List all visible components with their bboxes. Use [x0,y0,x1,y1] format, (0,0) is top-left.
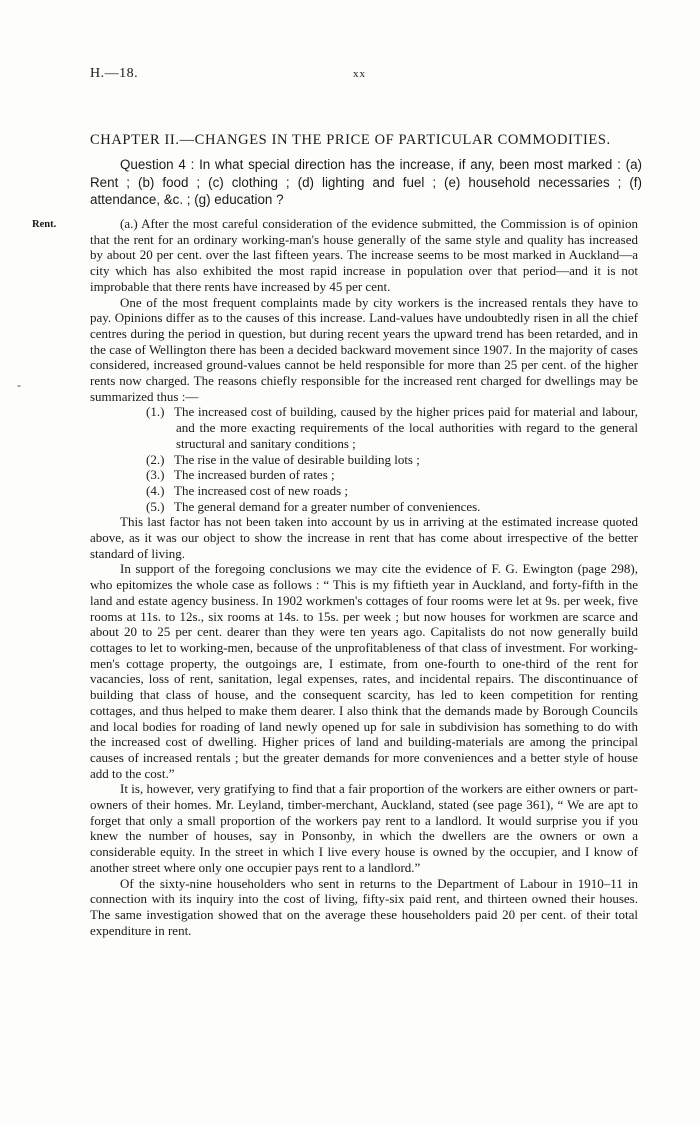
page-header-ref: H.—18. [90,66,139,81]
paragraph-5: It is, however, very gratifying to find that a fair proportion of the workers are either owners or part-owners of their homes. Mr. Leyland, timber-merchant, Auckland, stated (see page 361), “ We are apt to forget that only a small proportion of the workers pay rent to a landlord. It would surprise you if you knew the number of houses, say in Ponsonby, in which the dwellers are the owners or own a considerable equity. In the street in which I live every house is owned by the occupier, and I know of another street where only one occupier pays rent to a landlord.” [90,781,638,875]
list-item-text: The increased cost of new roads ; [174,482,348,498]
list-item [90,452,638,468]
question-block [90,156,642,209]
reasons-list [90,404,638,514]
list-item-text: The increased cost of building, caused by the higher prices paid for material and labour, and the more exacting requirements of the local authorities with regard to the general structural and sanitary conditions ; [174,404,638,451]
list-item-number: (5.) [146,498,165,514]
list-item-number: (4.) [146,482,165,498]
chapter-title: CHAPTER II.—CHANGES IN THE PRICE OF PARTICULAR COMMODITIES. [90,132,611,148]
margin-note-rent: Rent. [32,219,57,230]
list-item-text: The general demand for a greater number of conveniences. [174,498,481,514]
list-item [90,404,638,451]
list-item-text: The increased burden of rates ; [174,467,335,483]
page-number: xx [353,68,366,80]
paragraph-4: In support of the foregoing conclusions we may cite the evidence of F. G. Ewington (page 298), who epitomizes the whole case as follows : “ This is my fiftieth year in Auckland, and forty-fifth in the land and estate agency business. In 1902 workmen's cottages of four rooms were let at 9s. per week, five rooms at 11s. to 12s., six rooms at 14s. to 15s. per week ; but now houses for workmen are scarce and about 20 to 25 per cent. dearer than they were ten years ago. Capitalists do not now generally build cottages to let to working-men, because of the unprofitableness of that class of investment. For working-men's cottage property, the outgoings are, I estimate, from one-fourth to one-third of the rent for vacancies, loss of rent, sanitation, legal expenses, rates, and incidental repairs. The discontinuance of building that class of house, and the consequent scarcity, has led to keen competition for renting cottages, and thus helped to make them dearer. I also think that the demands made by Borough Councils and local bodies for roading of land newly opened up for sale in subdivision has something to do with the increased cost of dwelling. Higher prices of land and building-materials are among the principal causes of increased rentals ; but the greater demands for more conveniences and a better style of house add to the cost.” [90,561,638,781]
list-item [90,483,638,499]
paragraph-6: Of the sixty-nine householders who sent in returns to the Department of Labour in 1910–11 in connection with its inquiry into the cost of living, fifty-six paid rent, and thirteen owned their houses. The same investigation showed that on the average these householders paid 20 per cent. of their total expenditure in rent. [90,875,638,938]
list-item [90,467,638,483]
question-text: Question 4 : In what special direction has the increase, if any, been most marked : (a) Rent ; (b) food ; (c) clothing ; (d) lighting and fuel ; (e) household necessaries ; (f) attendance, &c. ; (g) education ? [90,157,642,207]
body-text [90,216,638,938]
paragraph-3: This last factor has not been taken into account by us in arriving at the estimated increase quoted above, as it was our object to show the increase in rent that has come about irrespective of the better standard of living. [90,514,638,561]
list-item [90,499,638,515]
margin-dash: - [17,378,21,392]
paragraph-1: (a.) After the most careful consideration of the evidence submitted, the Commission is of opinion that the rent for an ordinary working-man's house generally of the same style and quality has increased by about 20 per cent. over the last fifteen years. The increase seems to be most marked in Auckland—a city which has also exhibited the most rapid increase in population over that period—and it is not improbable that there rents have increased by 45 per cent. [90,216,638,294]
list-item-number: (3.) [146,467,165,483]
paragraph-2: One of the most frequent complaints made by city workers is the increased rentals they have to pay. Opinions differ as to the causes of this increase. Land-values have undoubtedly risen in all the chief centres during the period in question, but during recent years the upward trend has been retarded, and in the case of Wellington there has been a decided backward movement since 1907. In the majority of cases considered, increased ground-values cannot be held responsible for more than 25 per cent. of the higher rents now charged. The reasons chiefly responsible for the increased rent charged for dwellings may be summarized thus :— [90,294,638,404]
list-item-number: (2.) [146,451,165,467]
list-item-number: (1.) [146,404,165,420]
list-item-text: The rise in the value of desirable building lots ; [174,451,420,467]
